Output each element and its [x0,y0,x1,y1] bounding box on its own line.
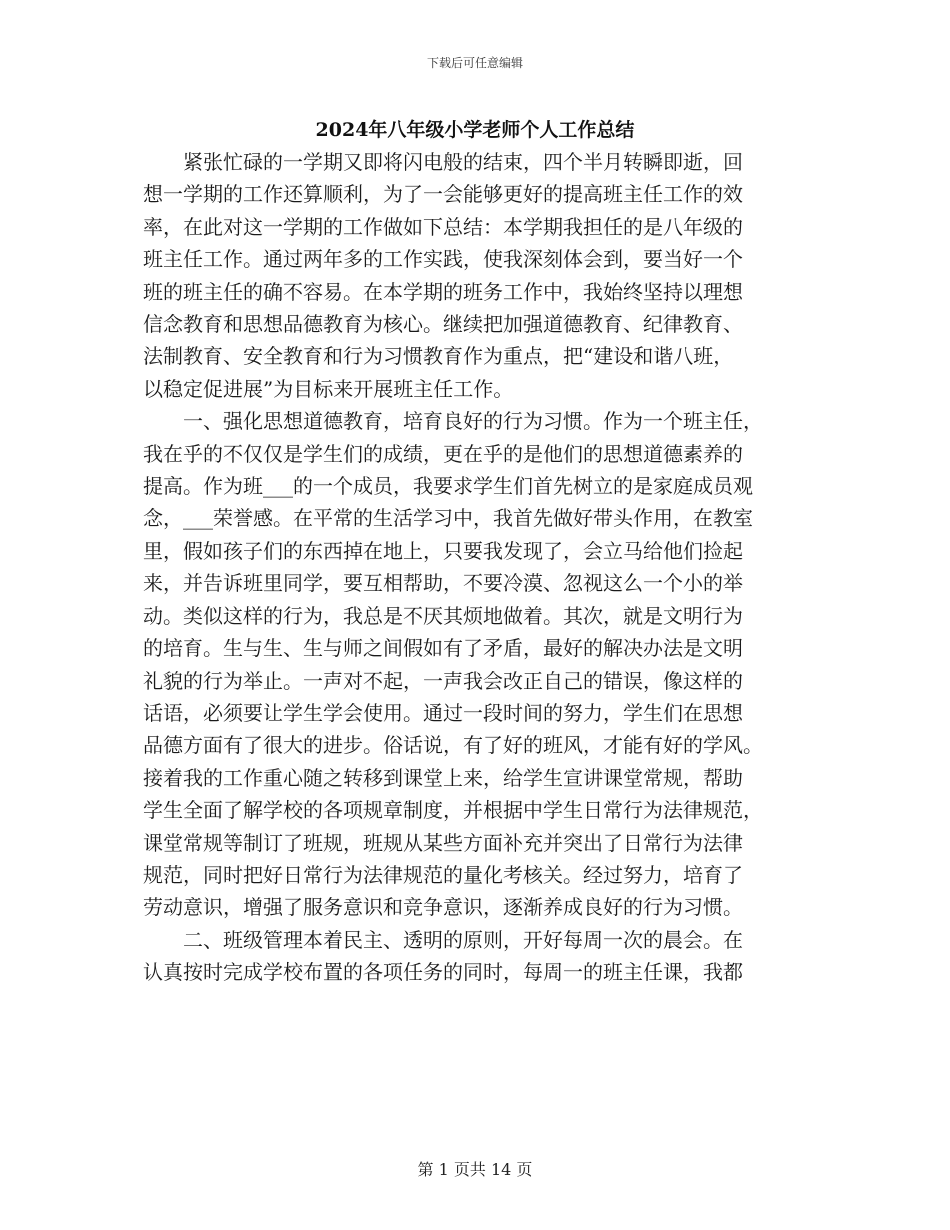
text-line: 学生全面了解学校的各项规章制度，并根据中学生日常行为法律规范， [143,798,763,823]
text-line: 班主任工作。通过两年多的工作实践，使我深刻体会到，要当好一个 [143,247,743,272]
paragraph-intro [143,146,803,405]
text-line: 念，___荣誉感。在平常的生活学习中，我首先做好带头作用，在教室 [143,506,753,531]
text-line: 紧张忙碌的一学期又即将闪电般的结束，四个半月转瞬即逝，回 [183,150,743,174]
page-number-footer: 第 1 页共 14 页 [417,1160,533,1179]
text-line: 规范，同时把好日常行为法律规范的量化考核关。经过努力，培育了 [143,862,743,887]
text-line: 班的班主任的确不容易。在本学期的班务工作中，我始终坚持以理想 [143,279,743,304]
text-line: 动。类似这样的行为，我总是不厌其烦地做着。其次，就是文明行为 [143,603,743,628]
text-line: 里，假如孩子们的东西掉在地上，只要我发现了，会立马给他们捡起 [143,538,743,563]
text-line: 一、强化思想道德教育，培育良好的行为习惯。作为一个班主任， [183,409,763,434]
text-line: 想一学期的工作还算顺利，为了一会能够更好的提高班主任工作的效 [143,182,743,207]
paragraph-moral-education [143,405,803,924]
text-line: 我在乎的不仅仅是学生们的成绩，更在乎的是他们的思想道德素养的 [143,441,743,466]
text-line: 来，并告诉班里同学，要互相帮助，不要冷漠、忽视这么一个小的举 [143,571,743,596]
paragraph-class-management [143,924,803,989]
text-line: 提高。作为班___的一个成员，我要求学生们首先树立的是家庭成员观 [143,474,753,499]
text-line: 接着我的工作重心随之转移到课堂上来，给学生宣讲课堂常规，帮助 [143,765,743,790]
document-title: 2024年八年级小学老师个人工作总结 [315,119,635,141]
text-line: 课堂常规等制订了班规，班规从某些方面补充并突出了日常行为法律 [143,830,743,855]
text-line: 品德方面有了很大的进步。俗话说，有了好的班风，才能有好的学风。 [143,733,763,758]
text-line: 劳动意识，增强了服务意识和竞争意识，逐渐养成良好的行为习惯。 [143,895,743,920]
text-line: 法制教育、安全教育和行为习惯教育作为重点，把“建设和谐八班， [143,344,734,369]
text-line: 二、班级管理本着民主、透明的原则，开好每周一次的晨会。在 [183,927,743,952]
text-line: 信念教育和思想品德教育为核心。继续把加强道德教育、纪律教育、 [143,312,743,337]
page-header-note: 下载后可任意编辑 [426,56,523,70]
text-line: 的培育。生与生、生与师之间假如有了矛盾，最好的解决办法是文明 [143,636,743,661]
text-line: 话语，必须要让学生学会使用。通过一段时间的努力，学生们在思想 [143,700,743,725]
text-line: 以稳定促进展”为目标来开展班主任工作。 [143,376,514,401]
text-line: 率，在此对这一学期的工作做如下总结：本学期我担任的是八年级的 [143,214,743,239]
text-line: 礼貌的行为举止。一声对不起，一声我会改正自己的错误，像这样的 [143,668,743,693]
document-body [143,146,803,989]
text-line: 认真按时完成学校布置的各项任务的同时，每周一的班主任课，我都 [143,960,743,985]
